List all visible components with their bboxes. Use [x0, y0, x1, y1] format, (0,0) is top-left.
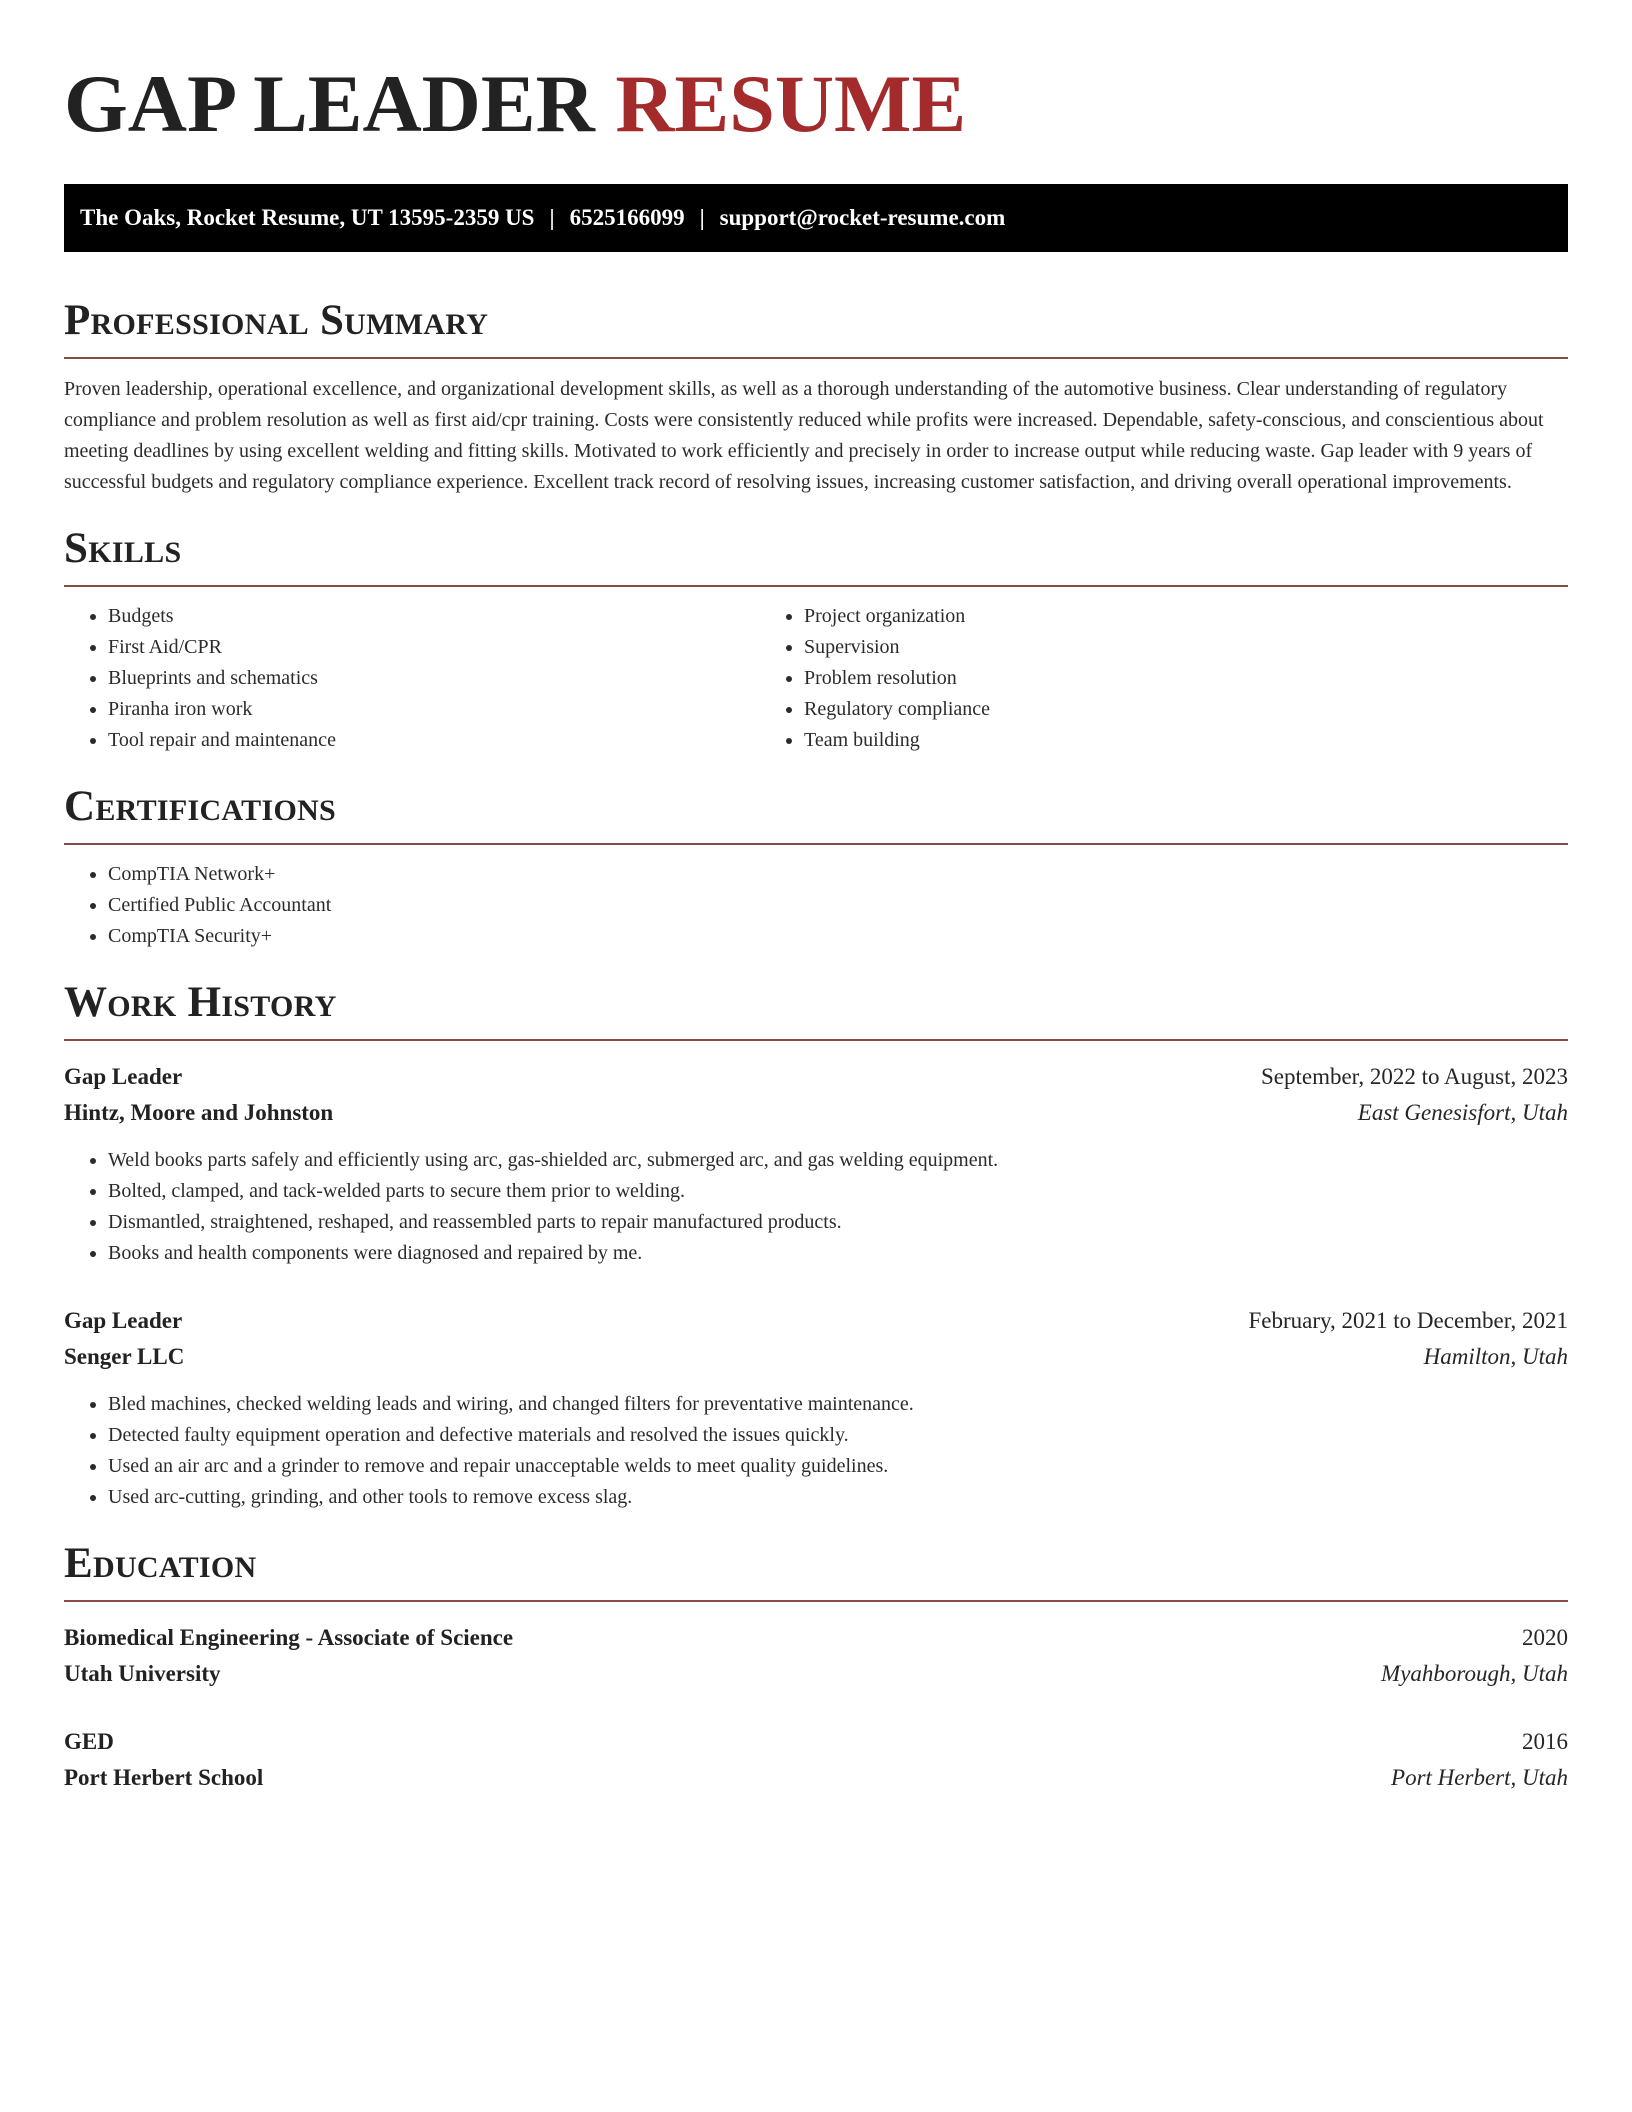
certification-item: • CompTIA Security+: [108, 921, 1568, 952]
education-degree: GED: [64, 1729, 114, 1754]
job-company-row: [64, 1339, 1568, 1375]
job-company: Hintz, Moore and Johnston: [64, 1100, 334, 1125]
education-location: Myahborough, Utah: [1381, 1661, 1568, 1686]
job-duty-item: • Books and health components were diagnosed and repaired by me.: [108, 1238, 1568, 1269]
skill-item: • Problem resolution: [804, 663, 990, 694]
job-role: Gap Leader: [64, 1064, 183, 1089]
resume-title-name: GAP LEADER: [64, 58, 595, 149]
education-school-row: [64, 1656, 1568, 1692]
section-divider: [64, 1600, 1568, 1602]
job-duty-item: • Weld books parts safely and efficiently using arc, gas-shielded arc, submerged arc, and gas welding equipment.: [108, 1145, 1568, 1176]
section-divider: [64, 585, 1568, 587]
job-dates: February, 2021 to December, 2021: [1248, 1308, 1568, 1333]
job-header-row: [64, 1059, 1568, 1095]
section-title-education: Education: [64, 1540, 257, 1587]
section-divider: [64, 357, 1568, 359]
skill-item: • Tool repair and maintenance: [108, 725, 760, 756]
job-duties-list: [64, 1145, 1568, 1269]
job-location: Hamilton, Utah: [1423, 1344, 1568, 1369]
job-role: Gap Leader: [64, 1308, 183, 1333]
contact-separator: |: [549, 205, 555, 230]
job-duties-list: [64, 1389, 1568, 1513]
certification-item: • CompTIA Network+: [108, 859, 1568, 890]
skill-item: • Supervision: [804, 632, 990, 663]
job-entry: [64, 1059, 1568, 1269]
skills-grid: [64, 601, 1568, 756]
skill-item: • Team building: [804, 725, 990, 756]
skills-list-left: [64, 601, 760, 756]
job-duty-item: • Used arc-cutting, grinding, and other tools to remove excess slag.: [108, 1482, 1568, 1513]
section-title-work-history: Work History: [64, 979, 337, 1026]
education-year: 2020: [1522, 1625, 1568, 1650]
job-entry: [64, 1303, 1568, 1513]
job-duty-item: • Bled machines, checked welding leads and wiring, and changed filters for preventative maintenance.: [108, 1389, 1568, 1420]
certifications-section: [64, 782, 1568, 952]
education-header-row: [64, 1724, 1568, 1760]
certifications-list: [64, 859, 1568, 952]
job-header-row: [64, 1303, 1568, 1339]
work-history-section: [64, 978, 1568, 1513]
job-duty-item: • Detected faulty equipment operation and defective materials and resolved the issues quickly.: [108, 1420, 1568, 1451]
job-company: Senger LLC: [64, 1344, 185, 1369]
education-location: Port Herbert, Utah: [1391, 1765, 1568, 1790]
certification-item: • Certified Public Accountant: [108, 890, 1568, 921]
summary-section: [64, 296, 1568, 498]
job-dates: September, 2022 to August, 2023: [1260, 1064, 1568, 1089]
section-title-skills: Skills: [64, 525, 182, 572]
contact-bar: [64, 184, 1568, 252]
summary-text: Proven leadership, operational excellence, and organizational development skills, as well as a thorough understanding of the automotive business. Clear understanding of regulatory compliance and problem resolution as well as first aid/cpr training. Costs were consistently reduced while profits were increased. Dependable, safety-conscious, and conscientious about meeting deadlines by using excellent welding and fitting skills. Motivated to work efficiently and precisely in order to increase output while reducing waste. Gap leader with 9 years of successful budgets and regulatory compliance experience. Excellent track record of resolving issues, increasing customer satisfaction, and driving overall operational improvements.: [64, 378, 1544, 493]
job-duty-item: • Bolted, clamped, and tack-welded parts to secure them prior to welding.: [108, 1176, 1568, 1207]
education-year: 2016: [1522, 1729, 1568, 1754]
section-title-summary: Professional Summary: [64, 297, 489, 344]
skill-item: • Blueprints and schematics: [108, 663, 760, 694]
job-company-row: [64, 1095, 1568, 1131]
contact-email: support@rocket-resume.com: [719, 205, 1006, 230]
section-divider: [64, 843, 1568, 845]
job-location: East Genesisfort, Utah: [1357, 1100, 1568, 1125]
skills-list-right: [760, 601, 990, 756]
resume-title: [64, 58, 1568, 150]
skill-item: • Regulatory compliance: [804, 694, 990, 725]
job-duty-item: • Dismantled, straightened, reshaped, and reassembled parts to repair manufactured products.: [108, 1207, 1568, 1238]
skill-item: • Budgets: [108, 601, 760, 632]
skill-item: • Project organization: [804, 601, 990, 632]
resume-title-accent: RESUME: [615, 58, 967, 149]
contact-phone: 6525166099: [569, 205, 685, 230]
education-degree: Biomedical Engineering - Associate of Science: [64, 1625, 514, 1650]
job-duty-item: • Used an air arc and a grinder to remove and repair unacceptable welds to meet quality guidelines.: [108, 1451, 1568, 1482]
skills-section: [64, 524, 1568, 756]
education-entry: [64, 1724, 1568, 1796]
contact-separator: |: [699, 205, 705, 230]
education-school: Port Herbert School: [64, 1765, 264, 1790]
section-divider: [64, 1039, 1568, 1041]
education-school-row: [64, 1760, 1568, 1796]
education-header-row: [64, 1620, 1568, 1656]
education-section: [64, 1539, 1568, 1796]
contact-address: The Oaks, Rocket Resume, UT 13595-2359 US: [80, 205, 535, 230]
section-title-certifications: Certifications: [64, 783, 337, 830]
education-school: Utah University: [64, 1661, 221, 1686]
skill-item: • First Aid/CPR: [108, 632, 760, 663]
education-entry: [64, 1620, 1568, 1692]
skill-item: • Piranha iron work: [108, 694, 760, 725]
